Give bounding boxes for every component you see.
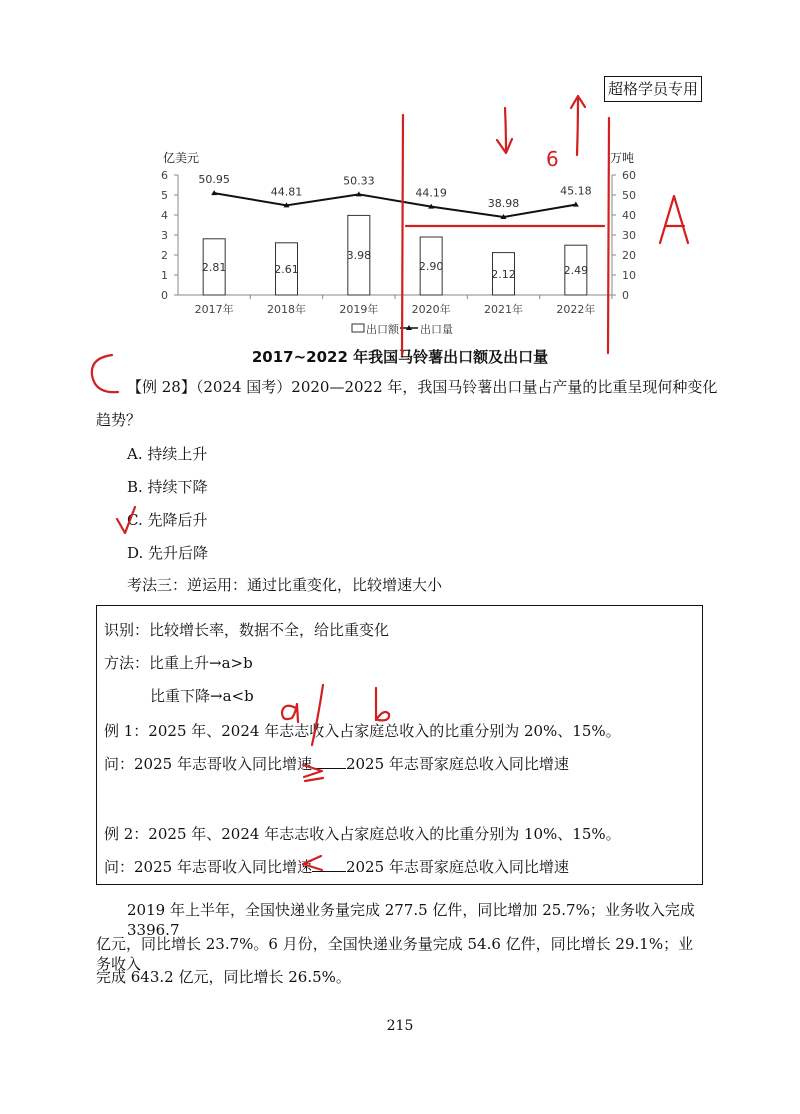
bar-value-label: 2.81 — [201, 260, 227, 274]
box-identify: 识别：比较增长率，数据不全，给比重变化 — [104, 621, 390, 639]
line-value-label: 38.98 — [487, 197, 520, 211]
right-axis-label: 万吨 — [610, 151, 635, 165]
line-value-label: 44.81 — [270, 185, 303, 199]
line-value-label: 44.19 — [415, 186, 447, 200]
left-axis-label: 亿美元 — [163, 151, 200, 165]
right-tick-label: 0 — [622, 289, 629, 302]
student-only-badge: 超格学员专用 — [604, 76, 702, 102]
bar-value-label: 2.90 — [418, 260, 444, 273]
bar-value-label: 2.61 — [274, 262, 299, 276]
method-box — [96, 605, 703, 885]
line-value-label: 50.33 — [343, 174, 375, 188]
left-tick-label: 1 — [161, 269, 168, 282]
legend-line-label: 出口量 — [420, 323, 453, 336]
bar-value-label: 2.12 — [491, 267, 516, 281]
bar-value-label: 3.98 — [346, 249, 372, 263]
x-tick-label: 2022年 — [556, 303, 596, 316]
question-line-2: 趋势？ — [96, 411, 142, 429]
page-number: 215 — [386, 1018, 414, 1034]
legend-bar-label: 出口额 — [366, 323, 399, 336]
q2-suffix: 2025 年志哥家庭总收入同比增速 — [345, 858, 569, 876]
q1-suffix: 2025 年志哥家庭总收入同比增速 — [345, 755, 569, 773]
export-chart — [0, 0, 800, 345]
left-tick-label: 0 — [161, 289, 168, 302]
x-tick-label: 2019年 — [339, 303, 379, 316]
handwritten-6: 6 — [546, 147, 559, 171]
left-tick-label: 5 — [161, 189, 168, 202]
q2-blank[interactable] — [312, 857, 346, 872]
question-line-1: 【例 28】（2024 国考）2020—2022 年，我国马铃薯出口量占产量的比重呈现何种变化 — [127, 378, 718, 396]
chart-caption: 2017~2022 年我国马铃薯出口额及出口量 — [251, 348, 549, 366]
x-tick-label: 2021年 — [484, 303, 523, 316]
option-c[interactable]: C. 先降后升 — [127, 511, 208, 529]
left-tick-label: 3 — [161, 229, 168, 242]
left-tick-label: 6 — [161, 169, 168, 182]
right-tick-label: 60 — [622, 169, 636, 182]
box-method-rise: 方法：比重上升→a>b — [104, 654, 253, 672]
q1-blank[interactable] — [312, 754, 346, 769]
x-tick-label: 2018年 — [267, 303, 306, 316]
right-tick-label: 10 — [622, 269, 636, 282]
left-tick-label: 4 — [161, 209, 168, 222]
q2-prefix: 问：2025 年志哥收入同比增速 — [104, 858, 312, 876]
right-tick-label: 50 — [622, 189, 636, 202]
box-question-1 — [104, 754, 569, 774]
box-example-1: 例 1：2025 年、2024 年志志收入占家庭总收入的比重分别为 20%、15%。 — [104, 722, 621, 740]
bar-value-label: 2.49 — [563, 264, 589, 278]
right-tick-label: 20 — [622, 249, 636, 262]
right-tick-label: 30 — [622, 229, 636, 242]
q1-prefix: 问：2025 年志哥收入同比增速 — [104, 755, 312, 773]
right-tick-label: 40 — [622, 209, 636, 222]
line-value-label: 50.95 — [198, 173, 230, 187]
option-b[interactable]: B. 持续下降 — [127, 478, 208, 496]
legend-bar-swatch — [352, 324, 364, 332]
box-question-2 — [104, 857, 569, 877]
paragraph-line-3: 完成 643.2 亿元，同比增长 26.5%。 — [96, 968, 351, 986]
paragraph-line-1: 2019 年上半年，全国快递业务量完成 277.5 亿件，同比增加 25.7%；业务收入完成 3396.7 — [127, 901, 695, 939]
line-value-label: 45.18 — [560, 184, 592, 198]
option-a[interactable]: A. 持续上升 — [127, 445, 208, 463]
x-tick-label: 2017年 — [194, 303, 234, 316]
line-export-volume — [214, 193, 576, 217]
box-method-fall: 比重下降→a<b — [150, 687, 254, 705]
method-title: 考法三：逆运用：通过比重变化，比较增速大小 — [127, 576, 443, 594]
x-tick-label: 2020年 — [411, 303, 451, 316]
option-d[interactable]: D. 先升后降 — [127, 544, 209, 562]
box-example-2: 例 2：2025 年、2024 年志志收入占家庭总收入的比重分别为 10%、15%。 — [104, 825, 621, 843]
left-tick-label: 2 — [161, 249, 168, 262]
paragraph-line-2: 亿元，同比增长 23.7%。6 月份，全国快递业务量完成 54.6 亿件，同比增长 29.1%；业务收入 — [96, 935, 694, 973]
